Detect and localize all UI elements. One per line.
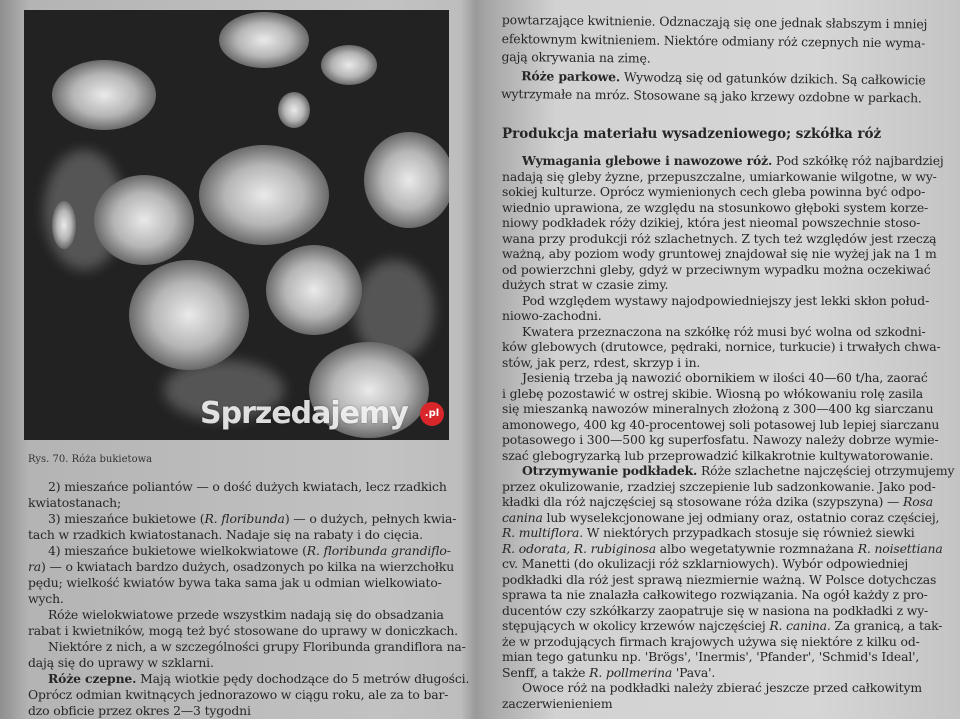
text-span: Róże szlachetne najczęściej otrzymujemy xyxy=(697,463,955,478)
text-span: efektownym kwitnieniem. Niektóre odmiany róż czepnych nie wyma- xyxy=(501,30,926,50)
text-span: wytrzymałe na mróz. Stosowane są jako krzewy ozdobne w parkach. xyxy=(501,85,922,106)
text-line xyxy=(28,543,458,559)
bouquet-rose-illustration xyxy=(24,10,449,440)
text-line xyxy=(502,153,947,169)
italic-term: canina xyxy=(502,509,543,525)
text-span: wych. xyxy=(28,591,64,606)
bold-lead-in: Wymagania glebowe i nawozowe róż. xyxy=(522,153,773,168)
left-page-text xyxy=(28,479,470,719)
text-span: Kwatera przeznaczona na szkółkę róż musi być wolna od szkodni- xyxy=(522,323,926,339)
text-line xyxy=(502,231,947,247)
text-span: sokiej kulturze. Oprócz wymienionych cech gleba powinna być odpo- xyxy=(502,184,926,199)
text-line xyxy=(502,634,947,650)
text-span: Mają wiotkie pędy dochodzące do 5 metrów długości. xyxy=(136,671,470,686)
watermark-logo: Sprzedajemy xyxy=(200,396,408,431)
text-span: stępujących w okolicy krzewów najczęściej xyxy=(502,618,770,633)
text-span: zaczerwienieniem xyxy=(502,695,613,711)
text-span: stów, jak perz, rdest, skrzyp i in. xyxy=(502,354,701,370)
text-span: Owoce róż na podkładki należy zbierać jeszcze przed całkowitym xyxy=(522,680,922,695)
text-line xyxy=(502,479,947,495)
text-span: dają się do uprawy w szklarni. xyxy=(28,655,214,670)
text-line xyxy=(28,575,458,591)
text-span: Senff, a także xyxy=(502,664,590,680)
text-line xyxy=(502,262,947,278)
text-line xyxy=(501,67,926,87)
italic-term: R. pollmerina xyxy=(589,664,673,680)
text-span: powtarzające kwitnienie. Odznaczają się one jednak słabszym i mniej xyxy=(501,12,928,32)
text-line xyxy=(502,215,947,231)
text-line xyxy=(501,12,928,32)
text-line xyxy=(502,587,947,603)
text-line xyxy=(502,386,947,402)
text-span: niowo-zachodni. xyxy=(502,308,602,323)
text-line xyxy=(28,639,466,655)
text-span: Oprócz odmian kwitnących jednorazowo w ciągu roku, ale za to bar- xyxy=(28,687,449,702)
text-span: . Za granicą, a tak- xyxy=(826,618,943,633)
text-line xyxy=(502,200,947,216)
text-line xyxy=(28,687,458,703)
text-span: dzo obficie przez okres 2—3 tygodni xyxy=(28,703,251,718)
text-line xyxy=(502,293,947,309)
text-line xyxy=(502,246,947,262)
text-line xyxy=(502,169,947,185)
text-span: amonowego, 400 kg 40-procentowej soli potasowej lub lepiej siarczanu xyxy=(502,416,940,432)
text-line xyxy=(502,494,947,510)
text-line xyxy=(502,541,947,557)
text-span: Niektóre z nich, a w szczególności grupy Floribunda grandiflora na- xyxy=(48,639,466,654)
text-span: ) — o dużych, pełnych kwia- xyxy=(284,511,457,526)
text-line xyxy=(501,49,921,69)
italic-term: ra xyxy=(28,559,42,574)
text-span: cv. Manetti (do okulizacji róż szklarniowych). Wybór odpowiedniej xyxy=(502,556,909,571)
text-line xyxy=(502,448,947,464)
text-span: wiednio uprawiona, ze względu na stosunkowo głęboki system korze- xyxy=(502,199,929,215)
watermark-badge: .pl xyxy=(420,402,444,426)
text-line xyxy=(502,417,947,433)
text-line xyxy=(28,623,458,639)
rose-photo xyxy=(24,10,449,440)
text-span: Pod względem wystawy najodpowiedniejszy jest lekki skłon połud- xyxy=(522,292,930,308)
text-line xyxy=(502,696,947,712)
section-heading: Produkcja materiału wysadzeniowego; szkółka róż xyxy=(502,126,882,142)
text-span: wana przy produkcji róż szlachetnych. Z tych też względów jest rzeczą xyxy=(502,230,937,246)
text-line xyxy=(502,525,947,541)
text-line xyxy=(502,308,947,324)
italic-term: R. canina xyxy=(769,618,827,633)
text-span: się mieszanką nawozów mineralnych złożoną z 300—400 kg siarczanu xyxy=(502,401,934,416)
italic-term: R. floribunda grandiflo- xyxy=(306,543,451,558)
text-line xyxy=(28,591,458,607)
figure-caption: Rys. 70. Róża bukietowa xyxy=(28,454,153,465)
text-line xyxy=(502,401,947,417)
text-line xyxy=(502,324,947,340)
text-span: potasowego i 300—500 kg superfosfatu. Nawozy należy dobrze wymie- xyxy=(502,432,939,447)
text-line xyxy=(502,463,955,479)
text-line xyxy=(502,277,947,293)
text-span: 2) mieszańce poliantów — o dość dużych kwiatach, lecz rzadkich xyxy=(48,479,447,494)
italic-term: Rosa xyxy=(903,494,933,509)
text-span: Róże wielokwiatowe przede wszystkim nadają się do obsadzania xyxy=(48,607,444,622)
text-span: podkładki dla róż jest sprawą niezmiernie ważną. W Polsce dotychczas xyxy=(502,571,937,587)
bold-lead-in: Otrzymywanie podkładek. xyxy=(522,463,698,478)
text-span: przez okulizowanie, rzadziej szczepienie lub sadzonkowanie. Jako pod- xyxy=(502,478,936,494)
text-span: pędu; wielkość kwiatów bywa taka sama jak u odmian wielkowiato- xyxy=(28,575,442,590)
text-span: albo wegetatywnie rozmnażana xyxy=(655,540,858,556)
text-line xyxy=(501,86,921,106)
text-line xyxy=(28,559,458,575)
text-span: Wywodzą się od gatunków dzikich. Są całkowicie xyxy=(620,68,926,87)
right-page-main-text xyxy=(502,153,955,711)
text-line xyxy=(28,703,458,719)
text-span: kwiatostanach; xyxy=(28,495,121,510)
text-span: lub wyselekcjonowane jej odmiany oraz, ostatnio coraz częściej, xyxy=(542,509,940,525)
right-page-top-text xyxy=(501,12,928,106)
italic-term: R. multiflora xyxy=(502,525,580,540)
text-line xyxy=(28,607,458,623)
text-span: 3) mieszańce bukietowe ( xyxy=(48,511,205,526)
text-span: . W niektórych przypadkach stosuje się również siewki xyxy=(579,525,915,540)
text-span: kładki dla róż najczęściej są stosowane róża dzika (szypszyna) — xyxy=(502,494,904,509)
text-span: ważną, aby poziom wody gruntowej znajdował się nie wyżej jak na 1 m xyxy=(502,246,937,261)
text-span: mian tego gatunku np. 'Brögs', 'Inermis', 'Pfander', 'Schmid's Ideal', xyxy=(502,649,920,664)
text-line xyxy=(502,556,947,572)
text-span: ducentów czy szkółkarzy zaopatruje się w nasiona na podkładki z wy- xyxy=(502,602,929,618)
bold-lead-in: Róże czepne. xyxy=(48,671,137,686)
text-line xyxy=(501,30,926,50)
text-line xyxy=(502,510,947,526)
text-span: Jesienią trzeba ją nawozić obornikiem w ilości 40—60 t/ha, zaorać xyxy=(522,370,928,385)
text-span: że w przodujących firmach krajowych używa się niektóre z kilku od- xyxy=(502,633,920,649)
text-line xyxy=(28,511,458,527)
text-span: ) — o kwiatach bardzo dużych, osadzonych po kilka na wierzchołku xyxy=(41,559,455,574)
text-line xyxy=(502,184,947,200)
text-line xyxy=(28,655,458,671)
text-line xyxy=(28,671,470,687)
text-line xyxy=(502,649,947,665)
text-line xyxy=(28,479,458,495)
text-span: od powierzchni gleby, gdyż w przeciwnym wypadku można oczekiwać xyxy=(502,261,931,277)
text-span: 'Pava'. xyxy=(672,664,716,680)
text-line xyxy=(502,618,947,634)
text-line xyxy=(502,572,947,588)
text-line xyxy=(502,680,947,696)
italic-term: R. noisettiana xyxy=(857,540,943,556)
text-line xyxy=(502,339,947,355)
text-span: dużych strat w czasie zimy. xyxy=(502,277,669,292)
text-span: sprawa ta nie znalazła całkowitego rozwiązania. Na ogół każdy z pro- xyxy=(502,587,928,602)
text-line xyxy=(502,432,947,448)
text-span: szać glebogryzarką lub przeprowadzić kilkakrotnie kultywatorowanie. xyxy=(502,447,934,463)
text-line xyxy=(28,495,458,511)
text-line xyxy=(502,665,947,681)
text-span: i glebę pozostawić w ostrej skibie. Wiosną po włókowaniu rolę zasila xyxy=(502,385,924,401)
text-line xyxy=(502,355,947,371)
italic-term: R. odorata, R. rubiginosa xyxy=(502,540,656,556)
text-line xyxy=(502,603,947,619)
text-span: nadają się gleby żyzne, przepuszczalne, umiarkowanie wilgotne, w wy- xyxy=(502,168,937,184)
text-span: niowy podkładek róży dzikiej, która jest nieomal powszechnie stoso- xyxy=(502,215,921,230)
text-span: tach w rzadkich kwiatostanach. Nadaje się na rabaty i do cięcia. xyxy=(28,527,423,542)
italic-term: R. floribunda xyxy=(204,511,285,526)
text-line xyxy=(502,370,947,386)
text-span: gają okrywania na zimę. xyxy=(501,48,651,66)
text-span: ków glebowych (drutowce, pędraki, nornice, turkucie) i trwałych chwa- xyxy=(502,339,941,354)
text-line xyxy=(28,527,458,543)
text-span: 4) mieszańce bukietowe wielkokwiatowe ( xyxy=(48,543,307,558)
text-span: Pod szkółkę róż najbardziej xyxy=(772,153,944,168)
bold-lead-in: Róże parkowe. xyxy=(521,67,621,84)
text-span: rabat i kwietników, mogą też być stosowane do uprawy w doniczkach. xyxy=(28,623,458,638)
